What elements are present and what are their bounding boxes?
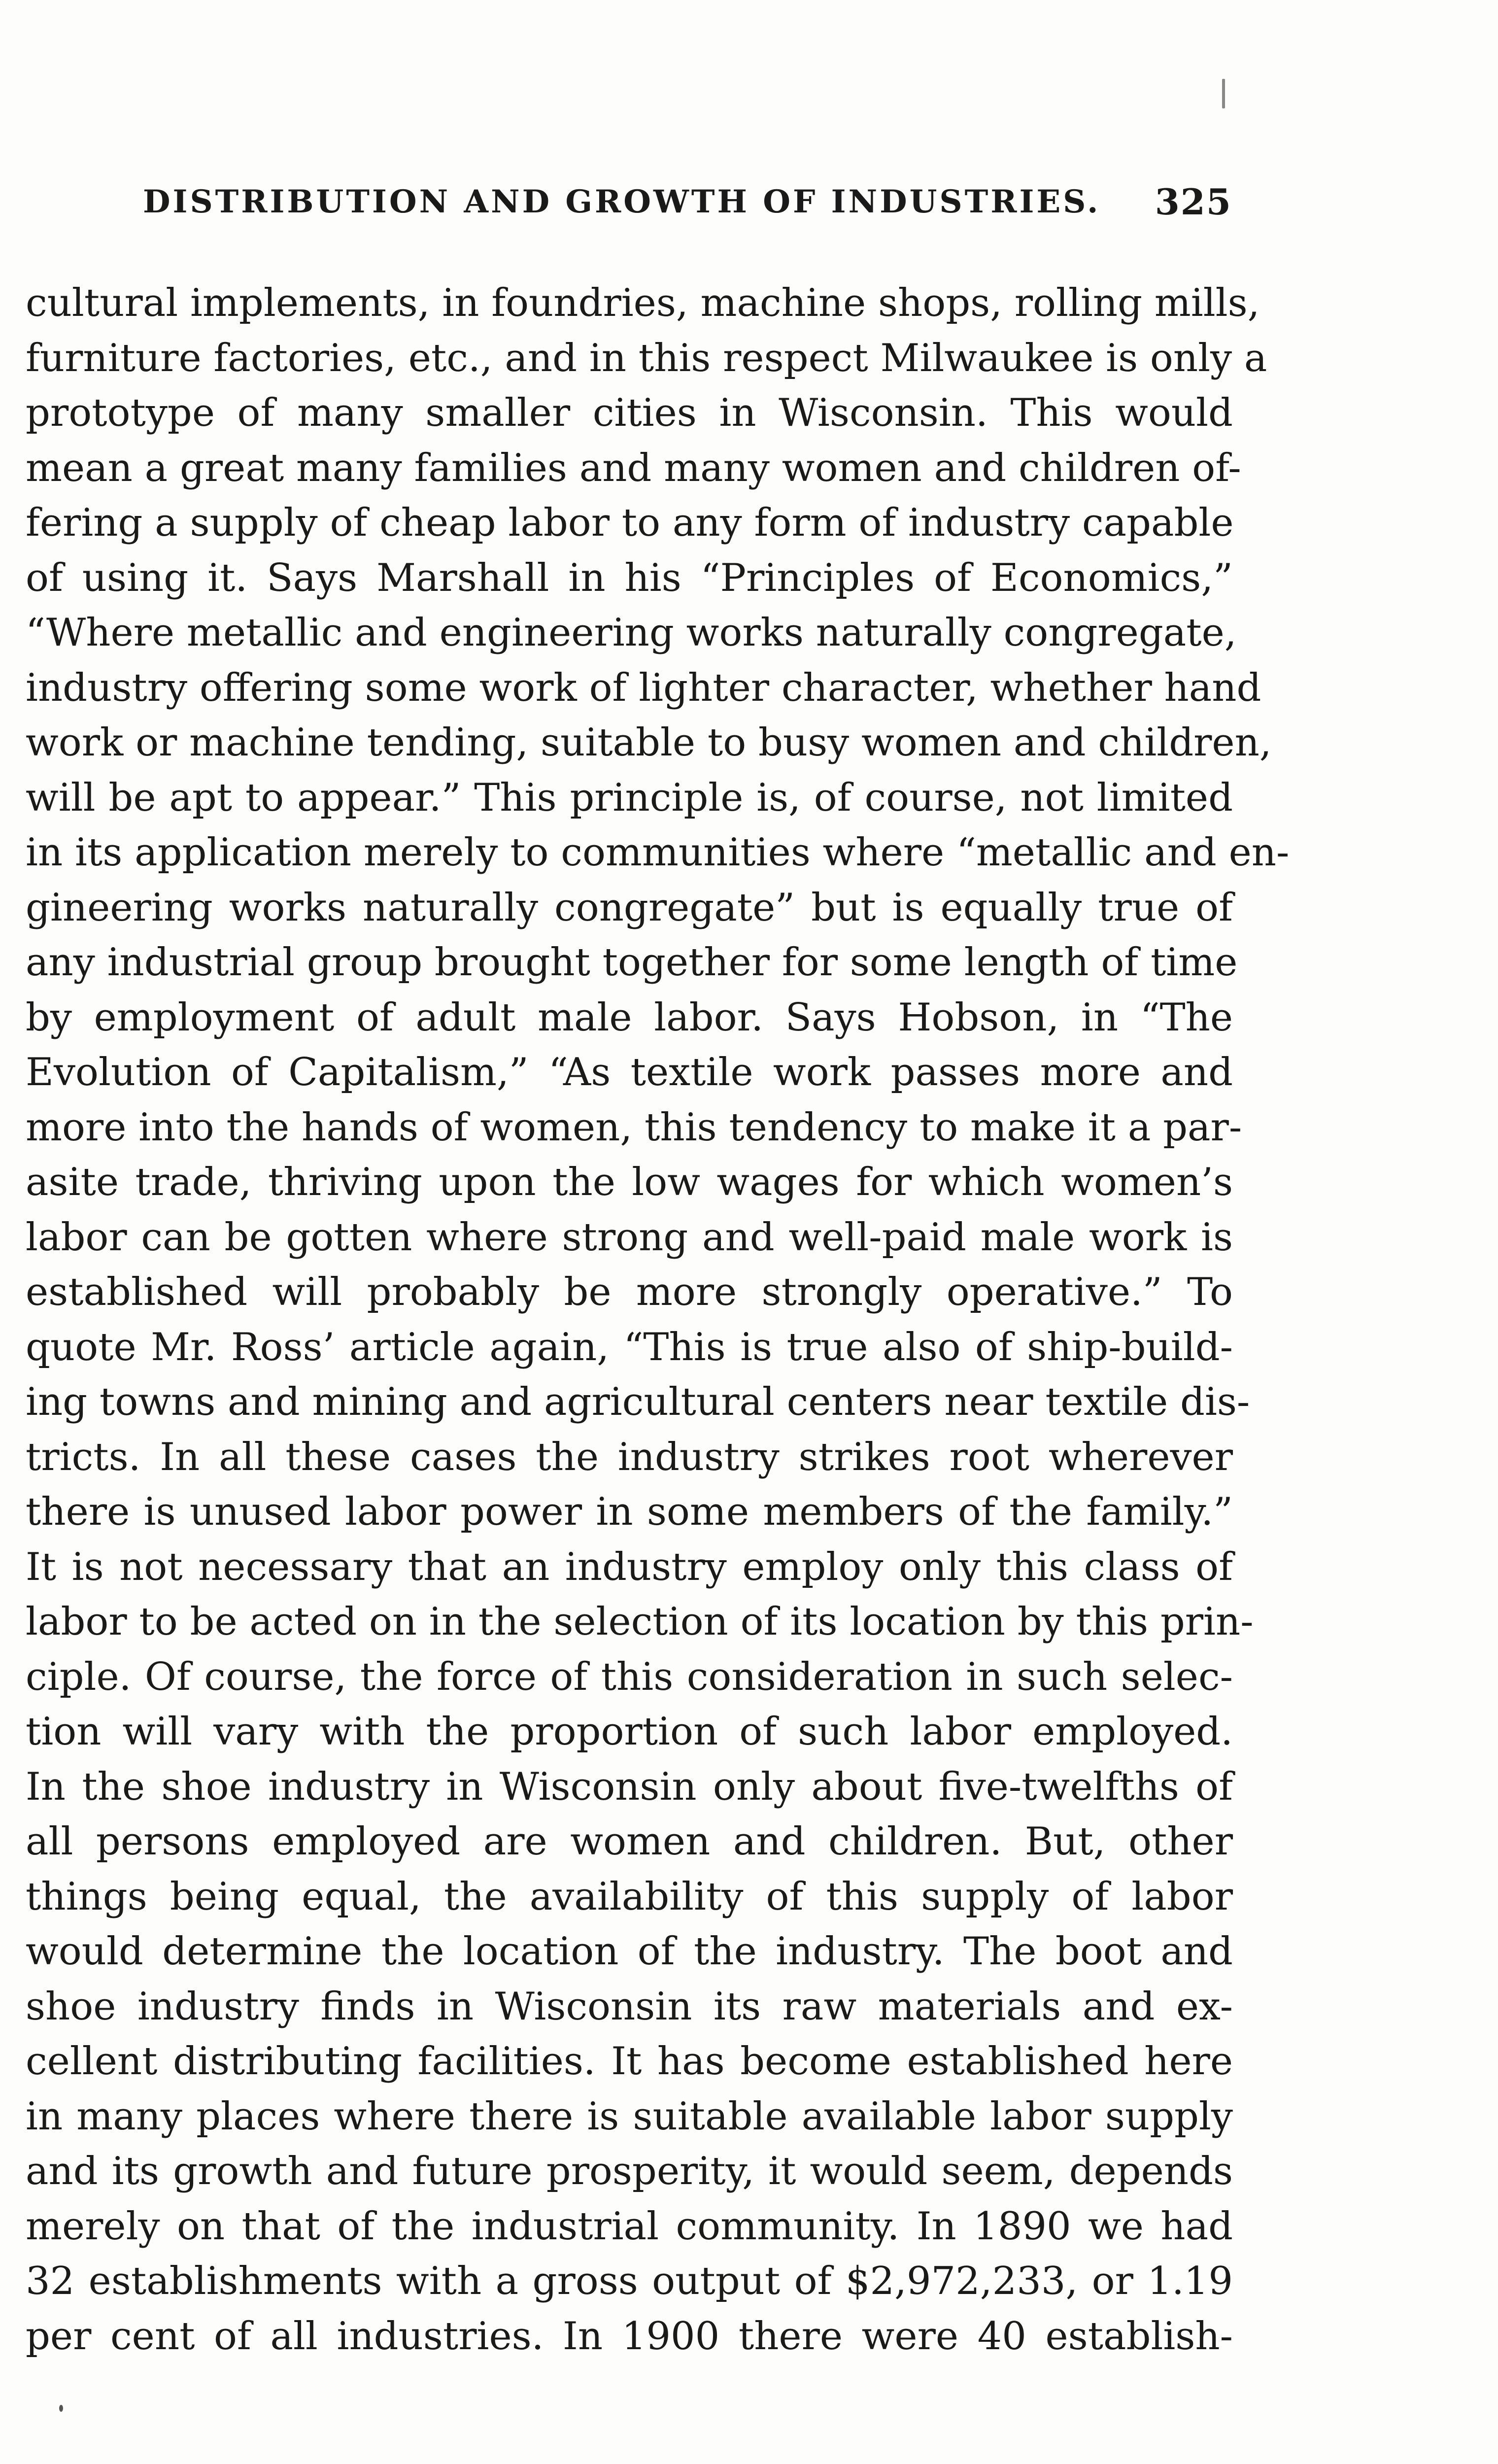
text-line: established will probably be more strongly operative.” To [26, 1270, 1233, 1314]
text-line: tricts. In all these cases the industry strikes root wherever [26, 1435, 1233, 1479]
text-line: work or machine tending, suitable to busy women and children, [26, 720, 1272, 765]
text-line: and its growth and future prosperity, it would seem, depends [26, 2149, 1233, 2193]
text-line: asite trade, thriving upon the low wages for which women’s [26, 1160, 1233, 1204]
text-line: shoe industry finds in Wisconsin its raw materials and ex- [26, 1984, 1233, 2029]
page-header [143, 177, 1232, 232]
text-line: ciple. Of course, the force of this consideration in such selec- [26, 1654, 1233, 1699]
text-line: It is not necessary that an industry employ only this class of [26, 1544, 1233, 1589]
text-line: cultural implements, in foundries, machine shops, rolling mills, [26, 281, 1260, 325]
text-line: ing towns and mining and agricultural centers near textile dis- [26, 1380, 1250, 1424]
print-speck [59, 2405, 63, 2412]
text-line: will be apt to appear.” This principle is, of course, not limited [26, 775, 1233, 820]
text-line: 32 establishments with a gross output of $2,972,233, or 1.19 [26, 2259, 1233, 2303]
text-line: cellent distributing facilities. It has become established here [26, 2039, 1233, 2084]
text-line: fering a supply of cheap labor to any form of industry capable [26, 501, 1234, 545]
text-line: furniture factories, etc., and in this respect Milwaukee is only a [26, 336, 1267, 380]
running-head: DISTRIBUTION AND GROWTH OF INDUSTRIES. [143, 183, 1101, 220]
text-line: would determine the location of the industry. The boot and [26, 1929, 1233, 1974]
text-line: tion will vary with the proportion of such labor employed. [26, 1710, 1233, 1754]
text-line: mean a great many families and many women and children of- [26, 445, 1241, 490]
text-line: Evolution of Capitalism,” “As textile work passes more and [26, 1050, 1233, 1095]
text-line: in many places where there is suitable available labor supply [26, 2094, 1233, 2139]
text-line: In the shoe industry in Wisconsin only about five-twelfths of [26, 1764, 1233, 1809]
text-line: there is unused labor power in some members of the family.” [26, 1490, 1233, 1534]
text-line: quote Mr. Ross’ article again, “This is true also of ship-build- [26, 1325, 1233, 1369]
text-line: all persons employed are women and children. But, other [26, 1819, 1233, 1864]
text-line: gineering works naturally congregate” but is equally true of [26, 885, 1233, 930]
body-paragraph [26, 276, 1290, 2364]
print-speck [1222, 79, 1225, 108]
text-line: prototype of many smaller cities in Wisconsin. This would [26, 391, 1233, 435]
text-line: industry offering some work of lighter character, whether hand [26, 665, 1261, 710]
text-line: in its application merely to communities where “metallic and en- [26, 830, 1290, 875]
text-line: of using it. Says Marshall in his “Principles of Economics,” [26, 555, 1233, 600]
text-line: labor can be gotten where strong and well-paid male work is [26, 1215, 1233, 1260]
text-line: more into the hands of women, this tendency to make it a par- [26, 1105, 1242, 1150]
text-line: things being equal, the availability of this supply of labor [26, 1874, 1233, 1919]
text-line: any industrial group brought together for some length of time [26, 940, 1238, 985]
text-line: labor to be acted on in the selection of its location by this prin- [26, 1600, 1254, 1644]
text-line: merely on that of the industrial community. In 1890 we had [26, 2204, 1233, 2249]
page-number: 325 [1155, 181, 1232, 223]
text-line: “Where metallic and engineering works naturally congregate, [26, 611, 1237, 655]
text-line: by employment of adult male labor. Says Hobson, in “The [26, 995, 1233, 1040]
text-line: per cent of all industries. In 1900 there were 40 establish- [26, 2314, 1233, 2359]
